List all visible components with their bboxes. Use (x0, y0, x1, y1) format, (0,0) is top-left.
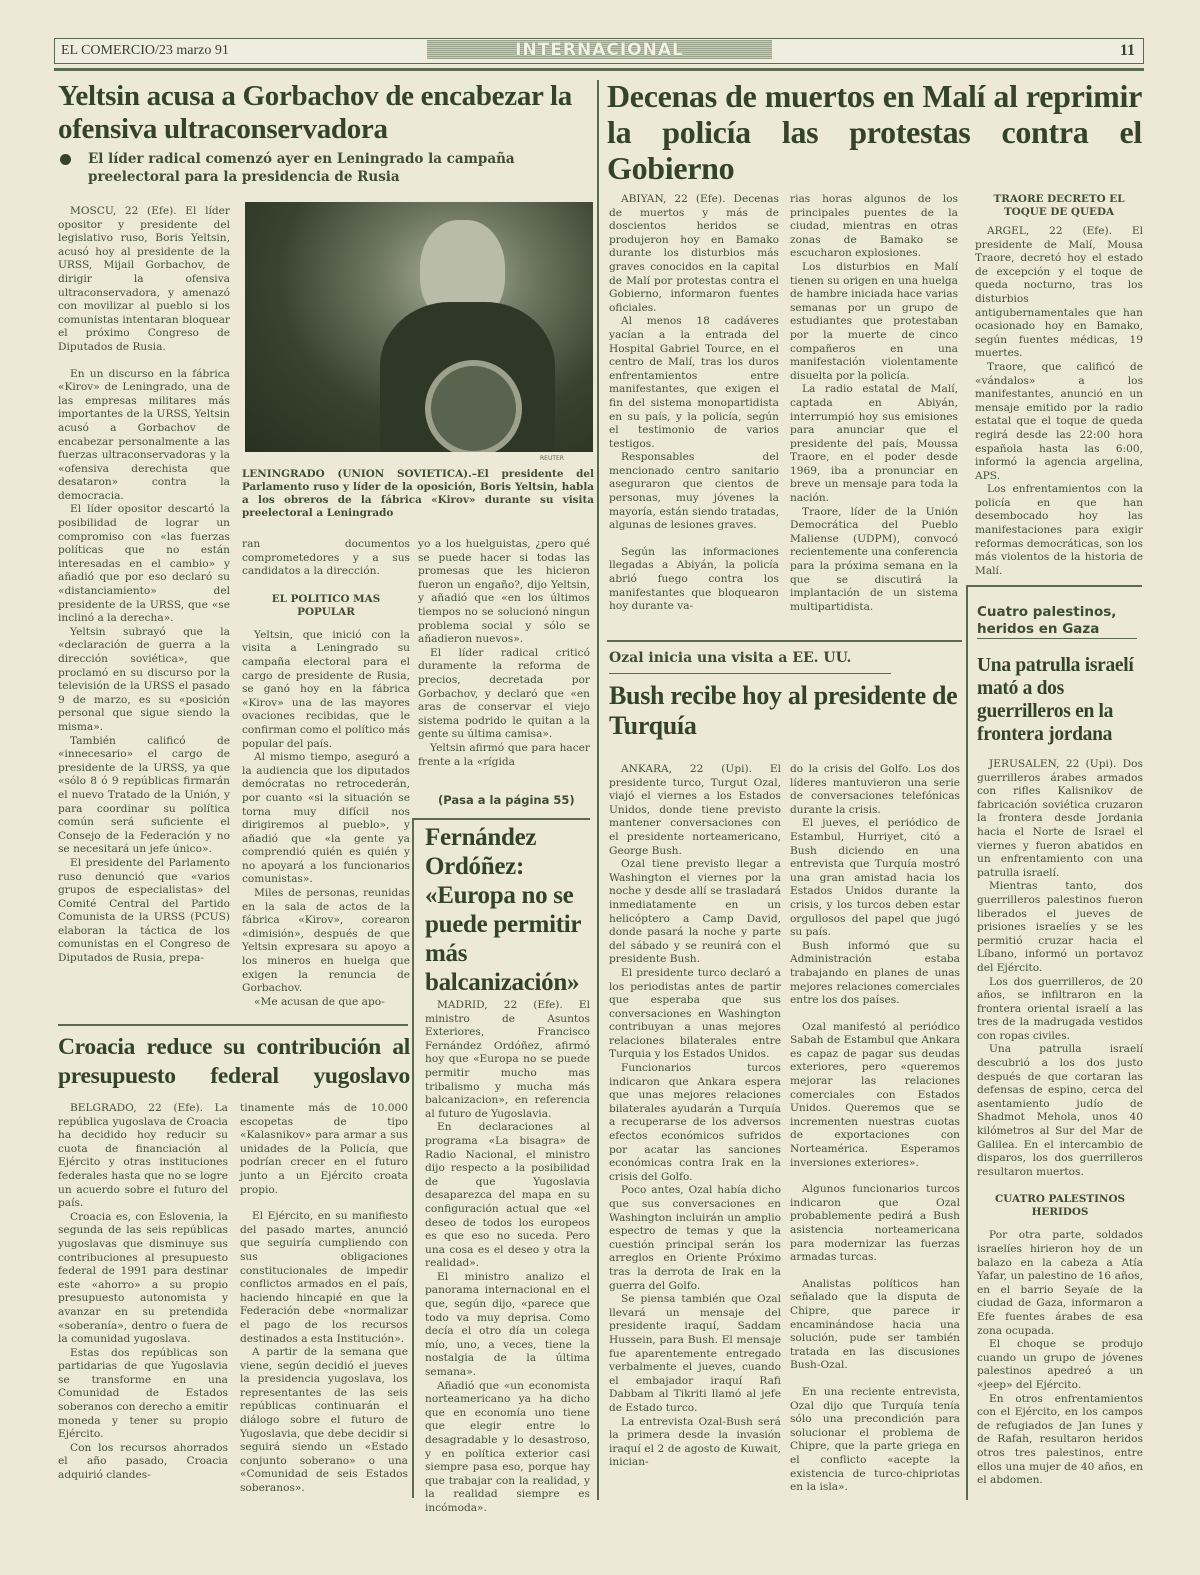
israel-left-rule (966, 585, 968, 1500)
mali-col2: rias horas algunos de los principales puentes de la ciudad, mientras en otras zonas de Bamako se escucharon explosiones. Los disturbios en Malí tienen su origen en una huelga de hambre iniciada hace varias semanas por un grupo de estudiantes que protestaban por la muerte de cinco compañeros en una manifestación violentamente disuelta por la policía. La radio estatal de Malí, captada en Abiyán, interrumpió hoy sus emisiones para anunciar que el presidente del país, Moussa Traore, en el poder desde 1969, iba a pronunciar en breve un mensaje para toda la nación. Traore, líder de la Unión Democrática del Pueblo Maliense (UDPM), convocó recientemente una conferencia para la próxima semana en la que se discutirá la implantación de un sistema multipartidista. (790, 193, 958, 613)
main-column-divider (597, 80, 599, 1500)
ozal-kicker-rule (609, 673, 891, 674)
photo-caption: LENINGRADO (UNION SOVIETICA).–El presidente del Parlamento ruso y líder de la oposición, Boris Yeltsin, habla a los obreros de la fábrica «Kirov» durante su visita preelectoral a Leningrado (242, 468, 594, 519)
yeltsin-photo (245, 202, 593, 452)
mali-headline: Decenas de muertos en Malí al reprimir la policía las protestas contra el Gobierno (607, 78, 1142, 186)
megaphone-icon (425, 360, 522, 452)
israel-subheading: CUATRO PALESTINOS HERIDOS (994, 1193, 1126, 1219)
yeltsin-headline: Yeltsin acusa a Gorbachov de encabezar la ofensiva ultraconservadora (58, 80, 572, 145)
masthead-rule (54, 68, 1144, 71)
ozal-kicker: Ozal inicia una visita a EE. UU. (609, 650, 852, 666)
israel-body: JERUSALEN, 22 (Upi). Dos guerrilleros árabes armados con rifles Kalisnikov de fabricación soviética cruzaron la frontera desde Jordania hacia el Norte de Israel el viernes y fueron abatidos en un enfrentamiento con una patrulla israelí. Mientras tanto, dos guerrilleros palestinos fueron liberados el jueves de prisiones israelíes y se les permitió cruzar hacia el Líbano, informó un portavoz del Ejército. Los dos guerrilleros, de 20 años, se infiltraron en la frontera oriental israelí a las tres de la madrugada vestidos con ropas civiles. Una patrulla israelí descubrió a los dos justo después de que cortaran las defensas de espino, cerca del asentamiento judío de Shadmot Mehola, unos 40 kilómetros al Sur del Mar de Galilea. En el intercambio de disparos, los dos guerrilleros resultaron muertos. CUATRO PALESTINOS HERIDOS Por otra parte, soldados israelíes hirieron hoy de un balazo en la cabeza a Atía Yafar, un palestino de 16 años, en el barrio Seyaíe de la ciudad de Gaza, informaron a Efe fuentes árabes de esa zona ocupada. El choque se produjo cuando un grupo de jóvenes palestinos apedreó a un «jeep» del Ejército. En otros enfrentamientos con el Ejército, en los campos de refugiados de Jan Iunes y de Rafah, resultaron heridos otros tres palestinos, entre ellos una mujer de 40 años, en el abdomen. (977, 758, 1143, 1487)
israel-kicker: Cuatro palestinos, heridos en Gaza (977, 604, 1137, 639)
ordonez-top-rule (414, 818, 590, 820)
yeltsin-subhead: El líder radical comenzó ayer en Leningrado la campaña preelectoral para la presidencia de Rusia (58, 150, 598, 186)
croacia-headline: Croacia reduce su contribución al presupuesto federal yugoslavo (58, 1034, 410, 1089)
section-title: INTERNACIONAL (515, 40, 684, 60)
croacia-col1: BELGRADO, 22 (Efe). La república yugoslava de Croacia ha decidido hoy reducir su cuota de financiación al Ejército y otras instituciones federales hasta que no se logre un acuerdo sobre el futuro del país. Croacia es, con Eslovenia, la segunda de las seis repúblicas yugoslavas que disminuye sus contribuciones al presupuesto federal de 1991 para destinar este «ahorro» a su propio presupuesto autonomista y avanzar en su pretendida «soberanía», dentro o fuera de la comunidad yugoslava. Estas dos repúblicas son partidarias de que Yugoslavia se transforme en una Comunidad de Estados soberanos con derecho a emitir moneda y tener su propio Ejército. Con los recursos ahorrados el año pasado, Croacia adquirió clandes- (58, 1102, 228, 1482)
yeltsin-col1: MOSCU, 22 (Efe). El líder opositor y presidente del legislativo ruso, Boris Yeltsin, acusó hoy al presidente de la URSS, Mijail Gorbachov, de dirigir la ofensiva ultraconservadora, y amenazó con movilizar al pueblo si los comunistas intentaran bloquear el próximo Congreso de Diputados de Rusia. En un discurso en la fábrica «Kirov» de Leningrado, una de las empresas militares más importantes de la URSS, Yeltsin acusó a Gorbachov de encabezar personalmente a las fuerzas ultraconservadoras y la «ofensiva derechista que desataron» contra la democracia. El líder opositor descartó la posibilidad de lograr un compromiso con «las fuerzas políticas que no están interesadas en el cambio» y añadió que por eso declaró su «distanciamiento» del presidente de la URSS, que «se inclinó a la derecha». Yeltsin subrayó que la «declaración de guerra a la dirección soviética», que proclamó en su discurso por la televisión de la URSS el pasado 9 de marzo, es su «posición personal que sigue siendo la misma». También calificó de «innecesario» el cargo de presidente de la URSS, ya que «sólo 8 ó 9 repúblicas firmarán el nuevo Tratado de la Unión, y para coordinar su política común será suficiente el Consejo de la Federación y no se necesitará un jefe único». El presidente del Parlamento ruso denunció que «varios grupos de especialistas» del Comité Central del Partido Comunista de la URSS (PCUS) elaboran la táctica de los comunistas en el Congreso de Diputados de Rusia, prepa- (58, 205, 230, 965)
ozal-top-rule (607, 640, 962, 642)
yeltsin-col3: yo a los huelguistas, ¿pero qué se puede hacer si todas las promesas que les hicieron fueron un engaño?, dijo Yeltsin, y añadió que «en los últimos tiempos no se solucionó ningun problema social y sólo se añadieron nuevos». El líder radical criticó duramente la reforma de precios, decretada por Gorbachov, y declaró que «en aras de conservar el viejo sistema podrido le quitan a la gente su última camisa». Yeltsin afirmó que para hacer frente a la «rígida (418, 538, 590, 768)
ordonez-body: MADRID, 22 (Efe). El ministro de Asuntos Exteriores, Francisco Fernández Ordóñez, afirmó hoy que «Europa no se puede permitir mucho mas tribalismo y mucha más balcanizacion», en referencia al futuro de Yugoslavia. En declaraciones al programa «La bisagra» de Radio Nacional, el ministro dijo respecto a la posibilidad de que Yugoslavia desaparezca del mapa en su configuración actual que «el deseo de todos los europeos es que eso no suceda. Pero una cosa es el deseo y otra la realidad». El ministro analizo el panorama internacional en el que, según dijo, «parece que todo va muy deprisa. Como decía el otro día un colega mío, uno, a veces, tiene la nostalgia de la última semana». Añadió que «un economista norteamericano ya ha dicho que en economía uno tiene que elegir entre lo desagradable y lo desastroso, y en política exterior casi siempre pasa eso, porque hay que trabajar con la realidad, y la realidad siempre es incómoda». (425, 999, 590, 1514)
ozal-col1: ANKARA, 22 (Upi). El presidente turco, Turgut Ozal, viajó el viernes a los Estados Unidos, donde tiene previsto mantener conversaciones con el presidente norteamericano, George Bush. Ozal tiene previsto llegar a Washington el viernes por la noche y desde allí se trasladará inmediatamente en un helicóptero a Camp David, donde pasará la noche y parte del sábado y se reunirá con el presidente Bush. El presidente turco declaró a los periodistas antes de partir que esperaba que sus conversaciones en Washington contribuyan a unas mejores relaciones bilaterales entre Turquia y los Estados Unidos. Funcionarios turcos indicaron que Ankara espera que unas mejores relaciones bilaterales ayudarán a Turquía a recuperarse de los adversos efectos económicos sufridos por acatar las sanciones económicas contra Irak en la crisis del Golfo. Poco antes, Ozal había dicho que sus conversaciones en Washington incluirán un amplio espectro de temas y que la cuestión principal serán los arreglos en Oriente Próximo tras la derrota de Irak en la guerra del Golfo. Se piensa también que Ozal llevará un mensaje del presidente iraquí, Saddam Hussein, para Bush. El mensaje fue aparentemente entregado verbalmente el jueves, cuando el embajador iraquí Rafi Dabbam al Tikriti llamó al jefe de Estado turco. La entrevista Ozal-Bush será la primera desde la invasión iraquí el 2 de agosto de Kuwait, inician- (609, 763, 781, 1469)
continued-link[interactable]: (Pasa a la página 55) (438, 793, 575, 807)
photo-credit: REUTER (540, 455, 564, 462)
ozal-col2: do la crisis del Golfo. Los dos líderes mantuvieron una serie de conversaciones telefónicas durante la crisis. El jueves, el periódico de Estambul, Hurriyet, citó a Bush diciendo en una entrevista que Turquía mostró una gran amistad hacia los Estados Unidos durante la crisis, y los turcos deben estar orgullosos del papel que jugó su país. Bush informó que su Administración estaba trabajando en planes de unas mejores relaciones comerciales entre los dos países. Ozal manifestó al periódico Sabah de Estambul que Ankara es capaz de pagar sus deudas exteriores, pero «queremos mejorar las relaciones comerciales con Estados Unidos. Queremos que se incrementen nuestras cuotas de exportaciones con Norteamérica. Esperamos inversiones exteriores». Algunos funcionarios turcos indicaron que Ozal probablemente pedirá a Bush asistencia norteamericana para modernizar las fuerzas armadas turcas. Analistas políticos han señalado que la disputa de Chipre, que parece ir encaminándose hacia una solución, pude ser también tratada en las discusiones Bush-Ozal. En una reciente entrevista, Ozal dijo que Turquía tenía sólo una precondición para solucionar el problema de Chipre, que la parte griega en el conflicto «acepte la existencia de turco-chipriotas en la isla». (790, 763, 960, 1494)
bullet-icon (60, 154, 71, 165)
section-banner (427, 40, 772, 59)
ozal-headline: Bush recibe hoy al presidente de Turquía (609, 681, 958, 740)
yeltsin-col2: ran documentos comprometedores y a sus candidatos a la dirección. EL POLITICO MAS POPULAR Yeltsin, que inició con la visita a Leningrado su campaña electoral para el cargo de presidente de Rusia, se ganó hoy en la fábrica «Kirov» una de las mayores ovaciones recibidas, que le confirman como el político más popular del país. Al mismo tiempo, aseguró a la audiencia que los diputados demócratas no retrocederán, por cuanto «si la situación se torna muy difícil nos dirigiremos al pueblo», y añadió que «la gente ya comprendió quién es quién y no apoyará a los funcionarios comunistas». Miles de personas, reunidas en la sala de actos de la fábrica «Kirov», corearon «dimisión», después de que Yeltsin expresara su apoyo a los mineros en huelga que exigen la renuncia de Gorbachov. «Me acusan de que apo- (242, 538, 410, 1008)
croacia-col2: tinamente más de 10.000 escopetas de tipo «Kalasnikov» para armar a sus unidades de la Policía, que podrían crecer en el futuro junto a un Ejército croata propio. El Ejército, en su manifiesto del pasado martes, anunció que seguiría cumpliendo con sus obligaciones constitucionales de impedir conflictos armados en el país, haciendo hincapié en que la Federación debe «normalizar el pago de los recursos destinados a esta Institución». A partir de la semana que viene, según decidió el jueves la presidencia yugoslava, los representantes de las seis repúblicas continuarán el diálogo sobre el futuro de Yugoslavia, que debe decidir si seguirá siendo un «Estado conjunto soberano» o una «Comunidad de seis Estados soberanos». (240, 1102, 408, 1495)
page-number: 11 (1119, 42, 1135, 59)
israel-top-rule (968, 585, 1142, 587)
masthead-date: EL COMERCIO/23 marzo 91 (61, 43, 229, 58)
croacia-top-rule (58, 1024, 408, 1026)
mali-side-heading: TRAORE DECRETO EL TOQUE DE QUEDA (993, 193, 1125, 218)
ordonez-headline: Fernández Ordóñez: «Europa no se puede permitir más balcanización» (425, 824, 581, 996)
mali-col1: ABIYAN, 22 (Efe). Decenas de muertos y más de doscientos heridos se produjeron hoy en Bamako durante los disturbios más graves conocidos en la capital de Malí por protestas contra el Gobierno, informaron fuentes oficiales. Al menos 18 cadáveres yacían a la entrada del Hospital Gabriel Tource, en el centro de Malí, tras los duros enfrentamientos entre manifestantes, que exigen el fin del sistema monopartidista en su país, y la policía, según el testimonio de varios testigos. Responsables del mencionado centro sanitario aseguraron que cientos de personas, muy jóvenes la mayoría, están siendo tratadas, algunas de lesiones graves. Según las informaciones llegadas a Abiyán, la policía abrió fuego contra los manifestantes que bloquearon hoy durante va- (609, 193, 779, 613)
israel-headline: Una patrulla israelí mató a dos guerrilleros en la frontera jordana (977, 655, 1134, 745)
ordonez-left-rule (412, 818, 414, 1498)
masthead (54, 38, 1144, 64)
yeltsin-subheading: EL POLITICO MAS POPULAR (271, 592, 381, 618)
mali-side: TRAORE DECRETO EL TOQUE DE QUEDA ARGEL, 22 (Efe). El presidente de Malí, Mousa Traore, decretó hoy el estado de excepción y el toque de queda nocturno, tras los disturbios antigubernamentales que han ocasionado hoy en Bamako, según fuentes médicas, 19 muertes. Traore, que calificó de «vándalos» a los manifestantes, anunció en un mensaje emitido por la radio estatal que el toque de queda regirá desde las 22:00 hora española hasta las 6:00, informó la agencia argelina, APS. Los enfrentamientos con la policía en que han desembocado hoy las manifestaciones para exigir reformas democráticas, son los más violentos de la historia de Malí. (975, 193, 1143, 577)
